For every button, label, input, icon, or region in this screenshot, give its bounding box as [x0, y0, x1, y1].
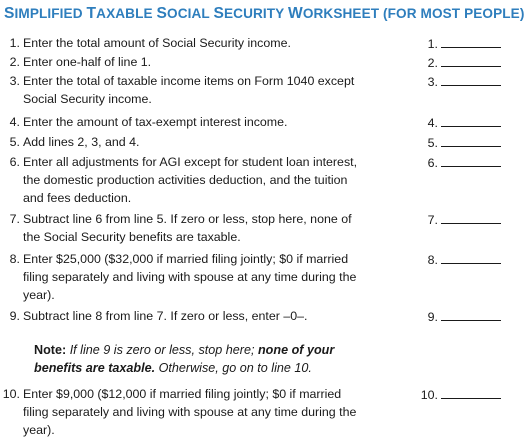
answer-blank[interactable]: [441, 210, 501, 224]
answer-blank[interactable]: [441, 307, 501, 321]
line-number: 5.: [9, 135, 20, 149]
line-number: 7.: [9, 212, 20, 226]
line-number: 10.: [2, 387, 20, 401]
answer-blank[interactable]: [441, 53, 501, 67]
line-text: Enter $25,000 ($32,000 if married filing jointly; $0 if married filing separately and living with spouse at any time during the year).: [23, 252, 357, 303]
answer-blank[interactable]: [441, 72, 501, 86]
answer-number: 8.: [427, 253, 438, 267]
note-continue-text: Otherwise, go on to line 10.: [158, 361, 312, 376]
answer-number: 9.: [427, 310, 438, 324]
line-text: Add lines 2, 3, and 4.: [23, 135, 140, 149]
answer-blank[interactable]: [441, 133, 501, 147]
line-number: 1.: [9, 36, 20, 50]
answer-number: 5.: [427, 136, 438, 150]
line-text: Enter all adjustments for AGI except for student loan interest, the domestic production activities deduction, and the tuition and fees deduction.: [23, 155, 358, 206]
answer-number: 2.: [427, 56, 438, 70]
note-box: [34, 341, 364, 378]
answer-field[interactable]: [410, 307, 506, 326]
worksheet-title: SIMPLIFIED TAXABLE SOCIAL SECURITY WORKSHEET (FOR MOST PEOPLE): [4, 5, 524, 22]
answer-blank[interactable]: [441, 385, 501, 399]
answer-blank[interactable]: [441, 113, 501, 127]
answer-field[interactable]: [410, 72, 506, 91]
answer-number: 6.: [427, 156, 438, 170]
answer-field[interactable]: [410, 133, 506, 152]
answer-field[interactable]: [410, 210, 506, 229]
answer-field[interactable]: [410, 250, 506, 269]
note-label: Note:: [34, 343, 67, 357]
answer-field[interactable]: [410, 113, 506, 132]
line-text: Enter the amount of tax-exempt interest income.: [23, 115, 288, 129]
line-text: Enter $9,000 ($12,000 if married filing jointly; $0 if married filing separately and living with spouse at any time during the year).: [23, 387, 357, 438]
line-number: 6.: [9, 155, 20, 169]
answer-field[interactable]: [410, 34, 506, 53]
line-text: Enter one-half of line 1.: [23, 55, 152, 69]
line-number: 3.: [9, 74, 20, 88]
answer-field[interactable]: [410, 153, 506, 172]
line-text: Enter the total amount of Social Security income.: [23, 36, 291, 50]
answer-number: 10.: [420, 388, 438, 402]
line-number: 4.: [9, 115, 20, 129]
line-text: Subtract line 6 from line 5. If zero or less, stop here, none of the Social Security benefits are taxable.: [23, 212, 352, 245]
answer-field[interactable]: [410, 385, 506, 404]
line-text: Enter the total of taxable income items on Form 1040 except Social Security income.: [23, 74, 355, 107]
line-number: 8.: [9, 252, 20, 266]
answer-blank[interactable]: [441, 250, 501, 264]
answer-number: 1.: [427, 37, 438, 51]
line-number: 2.: [9, 55, 20, 69]
answer-field[interactable]: [410, 53, 506, 72]
line-text: Subtract line 8 from line 7. If zero or less, enter –0–.: [23, 309, 308, 323]
note-emphasis: none of your benefits are taxable.: [34, 343, 335, 376]
answer-blank[interactable]: [441, 153, 501, 167]
note-text: If line 9 is zero or less, stop here;: [69, 343, 255, 357]
answer-number: 7.: [427, 213, 438, 227]
answer-number: 3.: [427, 75, 438, 89]
answer-blank[interactable]: [441, 34, 501, 48]
line-number: 9.: [9, 309, 20, 323]
answer-number: 4.: [427, 116, 438, 130]
